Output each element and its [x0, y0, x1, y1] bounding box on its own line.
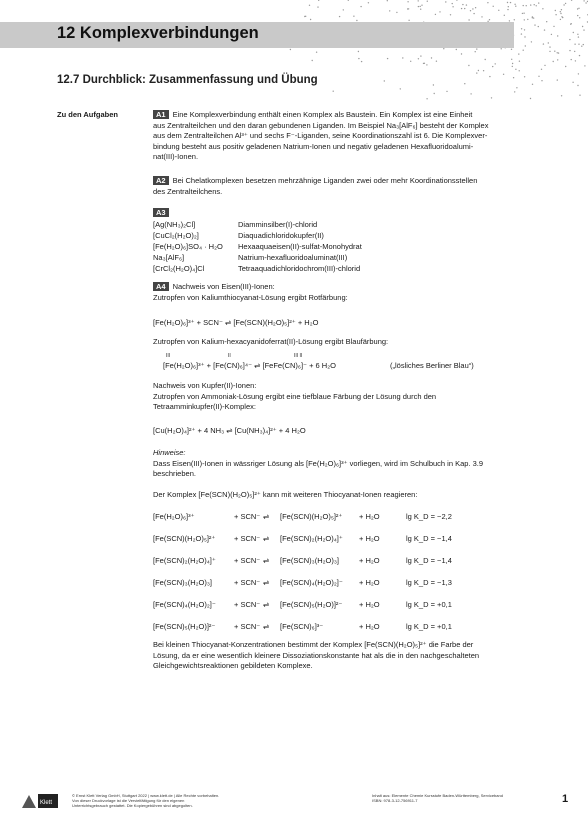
footer-line: Inhalt aus: Elemente Chemie Kursstufe Baden-Württemberg, Serviceband	[372, 793, 503, 798]
a3-formula: [CrCl₂(H₂O)₄]Cl	[153, 263, 205, 273]
task-a4	[153, 282, 548, 303]
reaction-k: lg K_D = −2,2	[406, 512, 452, 521]
reaction-right: [Fe(SCN)₄(H₂O)₂]⁻	[280, 578, 343, 587]
reaction-arrow: ⇌	[263, 556, 270, 565]
a4-title: Nachweis von Eisen(III)-Ionen:	[172, 282, 275, 291]
a3-name: Natrium-hexafluoridoaluminat(III)	[238, 252, 348, 262]
a3-name: Tetraaquadichloridochrom(III)-chlorid	[238, 263, 361, 273]
a3-name: Diamminsilber(I)-chlorid	[238, 219, 318, 229]
reaction-plus: + SCN⁻	[234, 578, 261, 587]
reaction-plus: + SCN⁻	[234, 534, 261, 543]
footer-source	[372, 793, 562, 803]
reaction-right: [Fe(SCN)₅(H₂O)]²⁻	[280, 600, 343, 609]
reaction-k: lg K_D = −1,4	[406, 534, 452, 543]
reaction-arrow: ⇌	[263, 512, 270, 521]
reaction-plus: + SCN⁻	[234, 556, 261, 565]
reaction-right: [Fe(SCN)₆]³⁻	[280, 622, 324, 631]
a4-text: Der Komplex [Fe(SCN)(H₂O)₅]²⁺ kann mit weiteren Thiocyanat-Ionen reagieren:	[153, 490, 418, 499]
reaction-arrow: ⇌	[263, 578, 270, 587]
badge-a3: A3	[153, 208, 169, 217]
reaction-left: [Fe(SCN)(H₂O)₅]²⁺	[153, 534, 216, 543]
badge-a4: A4	[153, 282, 169, 291]
task-a2	[153, 176, 548, 197]
footer-line: ISBN: 978-3-12-756911-7	[372, 798, 418, 803]
reaction-left: [Fe(SCN)₄(H₂O)₂]⁻	[153, 600, 216, 609]
a3-formula: [Fe(H₂O)₆]SO₄ · H₂O	[153, 241, 223, 251]
a4-text: Nachweis von Kupfer(II)-Ionen:	[153, 381, 257, 390]
reaction-right: [Fe(SCN)₃(H₂O)₃]	[280, 556, 340, 565]
klett-logo	[20, 792, 58, 810]
a3-formula: [Ag(NH₃)₂Cl]	[153, 219, 196, 229]
equation-iron-thiocyanate: [Fe(H₂O)₆]³⁺ + SCN⁻ ⇌ [Fe(SCN)(H₂O)₅]²⁺ + H₂O	[153, 318, 319, 327]
a4-copper-block	[153, 381, 548, 413]
a4-reaction-intro	[153, 490, 548, 501]
a3-name: Hexaaquaeisen(II)-sulfat-Monohydrat	[238, 241, 362, 251]
reaction-plus: + SCN⁻	[234, 622, 261, 631]
chapter-title: 12 Komplexverbindungen	[57, 24, 259, 42]
reaction-left: [Fe(SCN)₅(H₂O)]²⁻	[153, 622, 216, 631]
reaction-arrow: ⇌	[263, 534, 270, 543]
task-a3	[153, 208, 548, 277]
a1-line: bindung besteht aus positiv geladenen Natrium-Ionen und negativ geladenen Hexafluoridoalumi-	[153, 141, 474, 151]
berlin-blue-note: („lösliches Berliner Blau“)	[390, 361, 474, 370]
a2-line: des Zentralteilchens.	[153, 186, 223, 196]
badge-a1: A1	[153, 110, 169, 119]
footer-line: Von dieser Druckvorlage ist die Vervielfältigung für den eigenen	[72, 798, 185, 803]
oxidation-label: II	[228, 353, 231, 359]
a4-text: Zutropfen von Ammoniak-Lösung ergibt eine tiefblaue Färbung der Lösung durch den	[153, 391, 437, 401]
reaction-left: [Fe(H₂O)₆]³⁺	[153, 512, 195, 521]
footer-copyright	[72, 793, 252, 808]
reaction-water: + H₂O	[359, 578, 380, 587]
a3-name: Diaquadichloridokupfer(II)	[238, 230, 324, 240]
a3-formula: Na₃[AlF₆]	[153, 252, 185, 262]
a2-line: Bei Chelatkomplexen besetzen mehrzähnige Liganden zwei oder mehr Koordinationsstellen	[172, 176, 478, 185]
a4-text: Zutropfen von Kalium-hexacyanidoferrat(II)-Lösung ergibt Blaufärbung:	[153, 337, 389, 346]
logo-text: Klett	[40, 800, 53, 806]
reaction-water: + H₂O	[359, 512, 380, 521]
oxidation-label: III II	[294, 353, 303, 359]
reaction-right: [Fe(SCN)(H₂O)₅]²⁺	[280, 512, 343, 521]
a4-text: Tetraamminkupfer(II)-Komplex:	[153, 402, 256, 412]
reaction-arrow: ⇌	[263, 600, 270, 609]
a3-formula: [CuCl₂(H₂O)₂]	[153, 230, 199, 240]
a4-text-block	[153, 337, 548, 348]
hint-label: Hinweise:	[153, 448, 186, 457]
reaction-arrow: ⇌	[263, 622, 270, 631]
a4-text: Gleichgewichtsreaktionen gebildeten Komplexe.	[153, 661, 313, 671]
badge-a2: A2	[153, 176, 169, 185]
footer-line: Unterrichtsgebrauch gestattet. Die Kopiergebühren sind abgegolten.	[72, 803, 193, 808]
reaction-water: + H₂O	[359, 556, 380, 565]
reaction-plus: + SCN⁻	[234, 512, 261, 521]
reaction-water: + H₂O	[359, 622, 380, 631]
reaction-left: [Fe(SCN)₃(H₂O)₃]	[153, 578, 213, 587]
a4-text: Lösung, da er eine wesentlich kleinere Dissoziationskonstante hat als die in den nachgeschalteten	[153, 650, 480, 660]
sidebar-label: Zu den Aufgaben	[57, 110, 118, 119]
a4-text: Zutropfen von Kaliumthiocyanat-Lösung ergibt Rotfärbung:	[153, 292, 348, 302]
hint-text: Dass Eisen(III)-Ionen in wässriger Lösung als [Fe(H₂O)₆]³⁺ vorliegen, wird im Schulbuch in Kap. 3.9	[153, 458, 484, 468]
a1-line: aus dem Zentralteilchen Al³⁺ und sechs F⁻-Liganden, seine Koordinationszahl ist 6. Die Komplexver-	[153, 131, 488, 141]
reaction-k: lg K_D = +0,1	[406, 600, 452, 609]
reaction-right: [Fe(SCN)₂(H₂O)₄]⁺	[280, 534, 343, 543]
a1-line: Eine Komplexverbindung enthält einen Komplex als Baustein. Ein Komplex ist eine Einheit	[172, 110, 473, 119]
hint-text: beschrieben.	[153, 469, 196, 479]
task-a1	[153, 110, 548, 163]
equation-berlin-blue: [Fe(H₂O)₆]³⁺ + [Fe(CN)₆]⁴⁻ ⇌ [FeFe(CN)₆]⁻ + 6 H₂O	[163, 361, 336, 370]
a1-line: nat(III)-Ionen.	[153, 152, 199, 162]
a4-final-block	[153, 640, 548, 672]
oxidation-label: III	[166, 353, 171, 359]
reaction-plus: + SCN⁻	[234, 600, 261, 609]
reaction-water: + H₂O	[359, 534, 380, 543]
a4-text: Bei kleinen Thiocyanat-Konzentrationen bestimmt der Komplex [Fe(SCN)(H₂O)₅]²⁺ die Farbe der	[153, 640, 474, 649]
reaction-water: + H₂O	[359, 600, 380, 609]
reaction-left: [Fe(SCN)₂(H₂O)₄]⁺	[153, 556, 216, 565]
reaction-k: lg K_D = −1,3	[406, 578, 452, 587]
reaction-k: lg K_D = +0,1	[406, 622, 452, 631]
a1-line: aus Zentralteilchen und den daran gebundenen Liganden. Im Beispiel Na₃[AlF₆] besteht der Komplex	[153, 120, 489, 130]
equation-copper-ammine: [Cu(H₂O)₄]²⁺ + 4 NH₃ ⇌ [Cu(NH₃)₄]²⁺ + 4 H₂O	[153, 426, 306, 435]
section-title: 12.7 Durchblick: Zusammenfassung und Übung	[57, 74, 318, 86]
reaction-k: lg K_D = −1,4	[406, 556, 452, 565]
footer-line: © Ernst Klett Verlag GmbH, Stuttgart 2022 | www.klett.de | Alle Rechte vorbehalten.	[72, 793, 220, 798]
page-number: 1	[562, 793, 569, 805]
a4-hint-block	[153, 448, 548, 480]
